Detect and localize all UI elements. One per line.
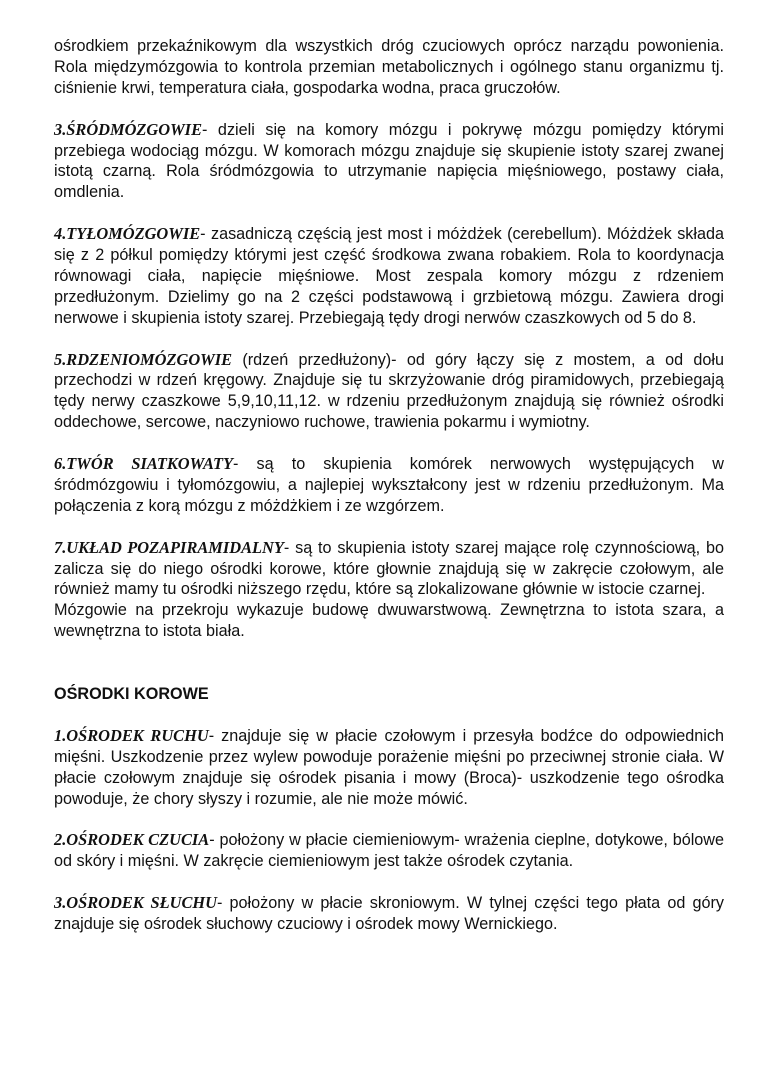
spacer [54,433,724,454]
text-uklad-pozapiramidalny: - są to skupienia istoty szarej mające rolę czynnościową, bo zalicza się do niego ośrodki korowe, które głownie znajdują się w zakręcie czołowym, ale również mamy tu ośrodki niższego rzędu, które są zlokalizowane głównie w istocie czarnej. [54,538,724,599]
paragraph-srodmozgowie [54,120,724,204]
spacer [54,329,724,350]
paragraph-osrodek-czucia [54,830,724,872]
paragraph-uklad-pozapiramidalny [54,538,724,601]
term-rdzeniomozgowie: 5.RDZENIOMÓZGOWIE [54,349,233,369]
text-osrodek-ruchu: - znajduje się w płacie czołowym i przesyła bodźce do odpowiednich mięśni. Uszkodzenie przez wylew powoduje porażenie mięśni po przeciwnej stronie ciała. W płacie czołowym znajduje się ośrodek pisania i mowy (Broca)- uszkodzenie tego ośrodka powoduje, że chory słyszy i rozumie, ale nie może mówić. [54,726,724,808]
spacer [54,809,724,830]
term-osrodek-sluchu: 3.OŚRODEK SŁUCHU [54,893,217,913]
paragraph-intro: ośrodkiem przekaźnikowym dla wszystkich dróg czuciowych oprócz narządu powonienia. Rola międzymózgowia to kontrola przemian metabolicznych i ogólnego stanu organizmu tj. ciśnienie krwi, temperatura ciała, gospodarka wodna, praca gruczołów. [54,37,724,97]
term-uklad-pozapiramidalny: 7.UKŁAD POZAPIRAMIDALNY [54,537,284,557]
paragraph-rdzeniomozgowie [54,350,724,434]
spacer [54,872,724,893]
spacer [54,705,724,726]
spacer [54,642,724,684]
paragraph-osrodek-sluchu [54,893,724,935]
paragraph-osrodek-ruchu [54,726,724,810]
paragraph-tylomozgowie [54,224,724,329]
text-osrodek-sluchu: - położony w płacie skroniowym. W tylnej części tego płata od góry znajduje się ośrodek słuchowy czuciowy i ośrodek mowy Wernickiego. [54,894,724,933]
term-twor-siatkowaty: 6.TWÓR SIATKOWATY [54,454,234,474]
term-srodmozgowie: 3.ŚRÓDMÓZGOWIE [54,119,202,139]
text-rdzeniomozgowie: (rdzeń przedłużony)- od góry łączy się z mostem, a od dołu przechodzi w rdzeń kręgowy. Znajduje się tu skrzyżowanie dróg piramidowych, przebiegają tędy nerwy czaszkowe 5,9,10,11,12. w rdzeniu przedłużonym znajdują się również ośrodki oddechowe, sercowe, naczyniowo ruchowe, trawienia pokarmu i wymiotny. [54,350,724,432]
text-twor-siatkowaty: - są to skupienia komórek nerwowych występujących w śródmózgowiu i tyłomózgowiu, a najlepiej wykształcony jest w rdzeniu przedłużonym. Ma połączenia z korą mózgu z móżdżkiem i ze wzgórzem. [54,455,724,515]
term-osrodek-ruchu: 1.OŚRODEK RUCHU [54,725,209,745]
paragraph-przekroj: Mózgowie na przekroju wykazuje budowę dwuwarstwową. Zewnętrzna to istota szara, a wewnętrzna to istota biała. [54,601,724,641]
spacer [54,203,724,224]
spacer [54,99,724,120]
term-tylomozgowie: 4.TYŁOMÓZGOWIE [54,224,201,244]
text-tylomozgowie: - zasadniczą częścią jest most i móżdżek (cerebellum). Móżdżek składa się z 2 półkul pomiędzy którymi jest część środkowa zwana robakiem. Rola to koordynacja równowagi ciała, napięcie mięśniowe. Most zespala komory mózgu z rdzeniem przedłużonym. Dzielimy go na 2 części podstawową i grzbietową mózgu. Zawiera drogi nerwowe i skupienia istoty szarej. Przebiegają tędy drogi nerwów czaszkowych od 5 do 8. [54,225,724,327]
text-osrodek-czucia: - położony w płacie ciemieniowym- wrażenia cieplne, dotykowe, bólowe od skóry i mięśni. W zakręcie ciemieniowym jest także ośrodek czytania. [54,831,724,871]
term-osrodek-czucia: 2.OŚRODEK CZUCIA [54,830,210,850]
section-heading: OŚRODKI KOROWE [54,685,209,703]
paragraph-twor-siatkowaty [54,454,724,517]
spacer [54,517,724,538]
text-srodmozgowie: - dzieli się na komory mózgu i pokrywę mózgu pomiędzy którymi przebiega wodociąg mózgu. W komorach mózgu znajduje się skupienie istoty szarej zwanej istotą czarną. Rola śródmózgowia to utrzymanie napięcia mięśniowego, postawy ciała, omdlenia. [54,120,724,202]
